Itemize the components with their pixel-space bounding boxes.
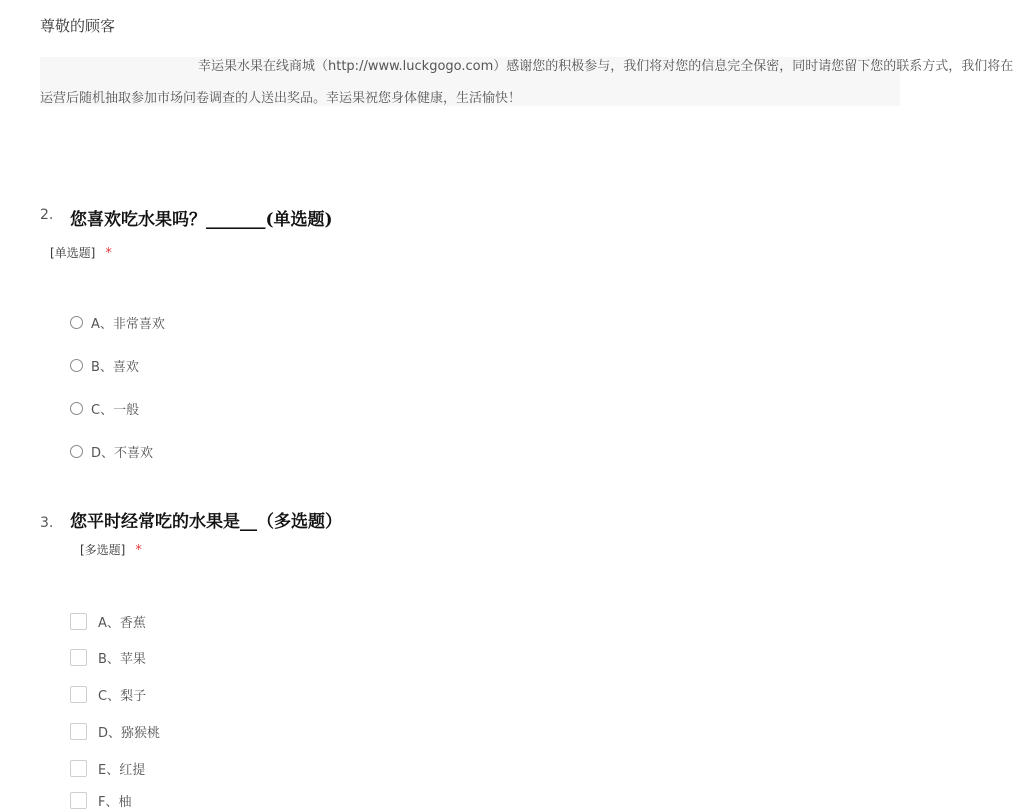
checkbox[interactable] xyxy=(70,792,87,809)
checkbox[interactable] xyxy=(70,649,87,666)
option-label: E、红提 xyxy=(98,763,146,778)
option-label: B、喜欢 xyxy=(91,360,139,375)
option-label: B、苹果 xyxy=(98,652,146,667)
option-label: D、猕猴桃 xyxy=(98,726,161,741)
checkbox-option-e[interactable] xyxy=(70,759,145,778)
question-type-label: [多选题] xyxy=(80,543,126,557)
question-3-number: 3. xyxy=(40,515,54,531)
radio-button[interactable] xyxy=(70,316,83,329)
intro-box xyxy=(40,57,1013,106)
required-marker: * xyxy=(135,543,142,558)
option-label: C、梨子 xyxy=(98,689,147,704)
question-2-type xyxy=(50,244,112,261)
intro-text-line-2: 运营后随机抽取参加市场问卷调查的人送出奖品。幸运果祝您身体健康，生活愉快！ xyxy=(40,91,522,106)
checkbox-option-b[interactable] xyxy=(70,648,146,667)
radio-button[interactable] xyxy=(70,445,83,458)
intro-text-line-1: 幸运果水果在线商城（http://www.luckgogo.com）感谢您的积极参与，我们将对您的信息完全保密，同时请您留下您的联系方式，我们将在 xyxy=(198,59,1013,74)
question-type-label: [单选题] xyxy=(50,246,96,260)
question-2-number: 2. xyxy=(40,207,54,223)
radio-option-d[interactable] xyxy=(70,442,153,461)
option-label: A、香蕉 xyxy=(98,616,146,631)
checkbox[interactable] xyxy=(70,723,87,740)
radio-option-c[interactable] xyxy=(70,399,139,418)
option-label: D、不喜欢 xyxy=(91,446,154,461)
checkbox[interactable] xyxy=(70,613,87,630)
checkbox-option-f[interactable] xyxy=(70,791,131,810)
checkbox[interactable] xyxy=(70,686,87,703)
checkbox-option-a[interactable] xyxy=(70,612,146,631)
greeting-text: 尊敬的顾客 xyxy=(40,17,116,35)
checkbox[interactable] xyxy=(70,760,87,777)
required-marker: * xyxy=(105,246,112,261)
radio-button[interactable] xyxy=(70,359,83,372)
checkbox-option-d[interactable] xyxy=(70,722,160,741)
option-label: C、一般 xyxy=(91,403,140,418)
question-3-type xyxy=(80,541,142,558)
radio-option-a[interactable] xyxy=(70,313,165,332)
question-2-title: 您喜欢吃水果吗？_______(单选题) xyxy=(70,210,333,230)
checkbox-option-c[interactable] xyxy=(70,685,146,704)
question-3-title: 您平时经常吃的水果是__（多选题） xyxy=(70,512,342,532)
radio-option-b[interactable] xyxy=(70,356,139,375)
radio-button[interactable] xyxy=(70,402,83,415)
option-label: F、柚 xyxy=(98,795,132,810)
option-label: A、非常喜欢 xyxy=(91,317,165,332)
